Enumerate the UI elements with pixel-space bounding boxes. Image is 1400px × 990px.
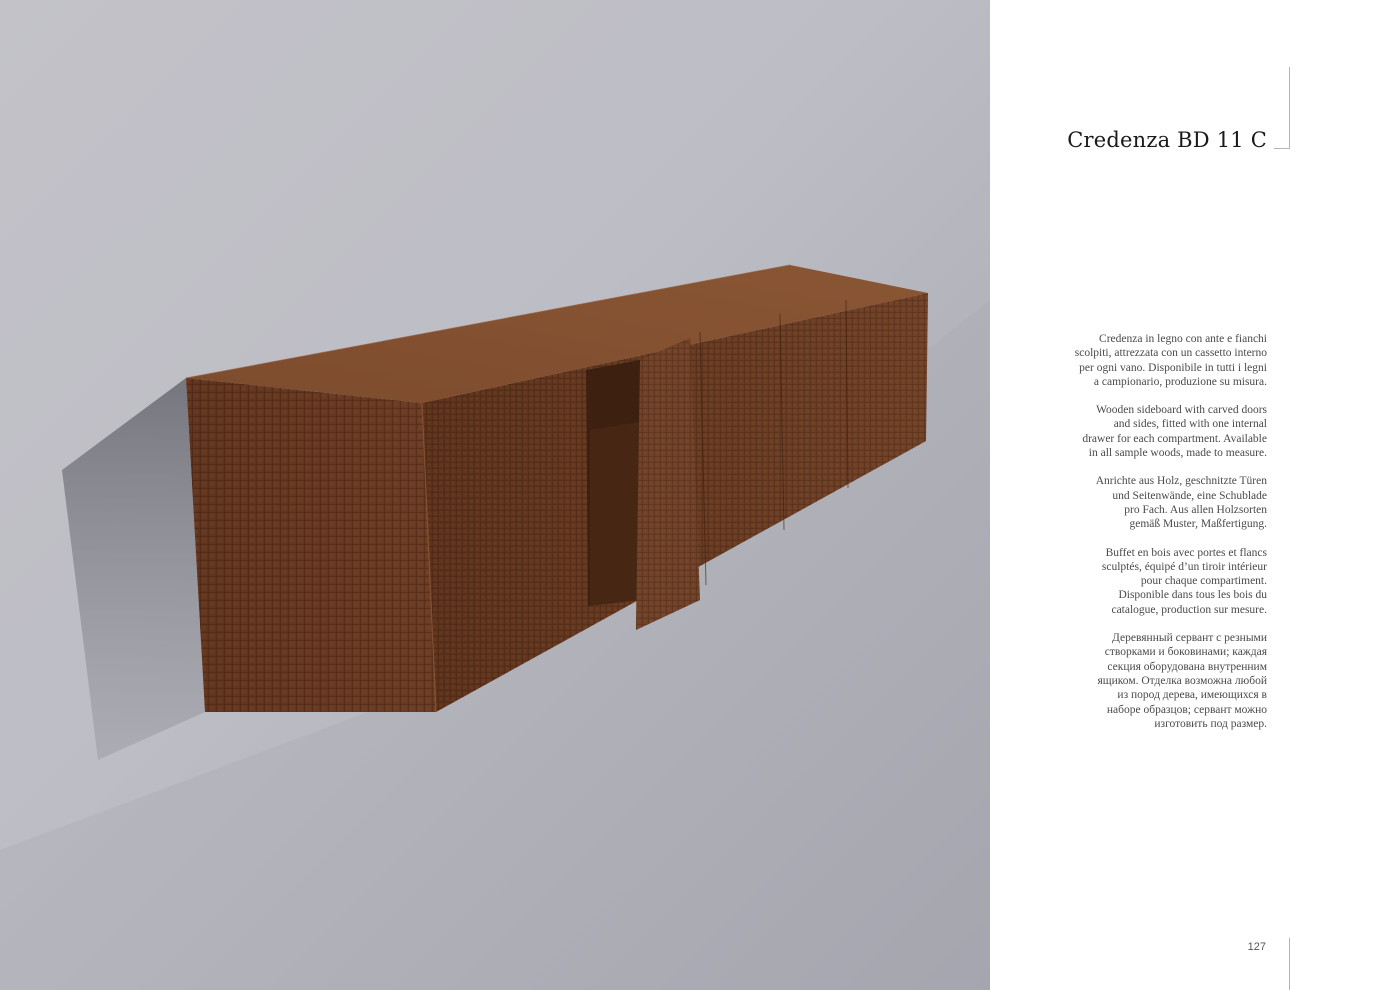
- description-german: [1027, 474, 1267, 531]
- description-line: наборе образцов; сервант можно: [1106, 703, 1267, 716]
- description-line: catalogue, production sur mesure.: [1111, 603, 1267, 616]
- description-line: pour chaque compartiment.: [1140, 575, 1267, 588]
- description-line: in all sample woods, made to measure.: [1088, 447, 1267, 460]
- description-line: Disponible dans tous les bois du: [1118, 589, 1267, 602]
- description-english: [1027, 403, 1267, 460]
- description-line: und Seitenwände, eine Schublade: [1112, 489, 1267, 502]
- title-corner-rule-horizontal: [1274, 148, 1290, 149]
- description-line: Anrichte aus Holz, geschnitzte Türen: [1095, 475, 1267, 488]
- description-line: gemäß Muster, Maßfertigung.: [1129, 518, 1267, 531]
- description-line: Wooden sideboard with carved doors: [1096, 404, 1267, 417]
- description-line: створками и боковинами; каждая: [1104, 646, 1267, 659]
- description-french: [1027, 546, 1267, 617]
- page-title: Credenza BD 11 C: [1067, 128, 1267, 152]
- description-line: sculptés, équipé d’un tiroir intérieur: [1101, 560, 1267, 573]
- description-line: per ogni vano. Disponibile in tutti i legni: [1079, 361, 1267, 374]
- description-italian: [1027, 332, 1267, 389]
- description-line: pro Fach. Aus allen Holzsorten: [1124, 503, 1267, 516]
- description-russian: [1027, 631, 1267, 731]
- description-line: изготовить под размер.: [1154, 717, 1267, 730]
- description-line: секция оборудована внутренним: [1107, 660, 1267, 673]
- title-corner-rule-vertical: [1289, 67, 1290, 149]
- product-descriptions: [1027, 332, 1267, 745]
- description-line: and sides, fitted with one internal: [1113, 418, 1267, 431]
- page-number: 127: [1247, 941, 1266, 953]
- description-line: drawer for each compartment. Available: [1082, 432, 1267, 445]
- description-line: Деревянный сервант с резными: [1112, 632, 1267, 645]
- description-line: ящиком. Отделка возможна любой: [1097, 674, 1267, 687]
- description-line: Credenza in legno con ante e fianchi: [1099, 333, 1267, 345]
- description-line: scolpiti, attrezzata con un cassetto interno: [1074, 347, 1267, 360]
- description-line: Buffet en bois avec portes et flancs: [1105, 546, 1267, 559]
- description-line: из пород дерева, имеющихся в: [1117, 689, 1267, 702]
- description-line: a campionario, produzione su misura.: [1093, 375, 1267, 388]
- sideboard-end-carving: [186, 378, 436, 712]
- page-number-rule: [1289, 938, 1290, 990]
